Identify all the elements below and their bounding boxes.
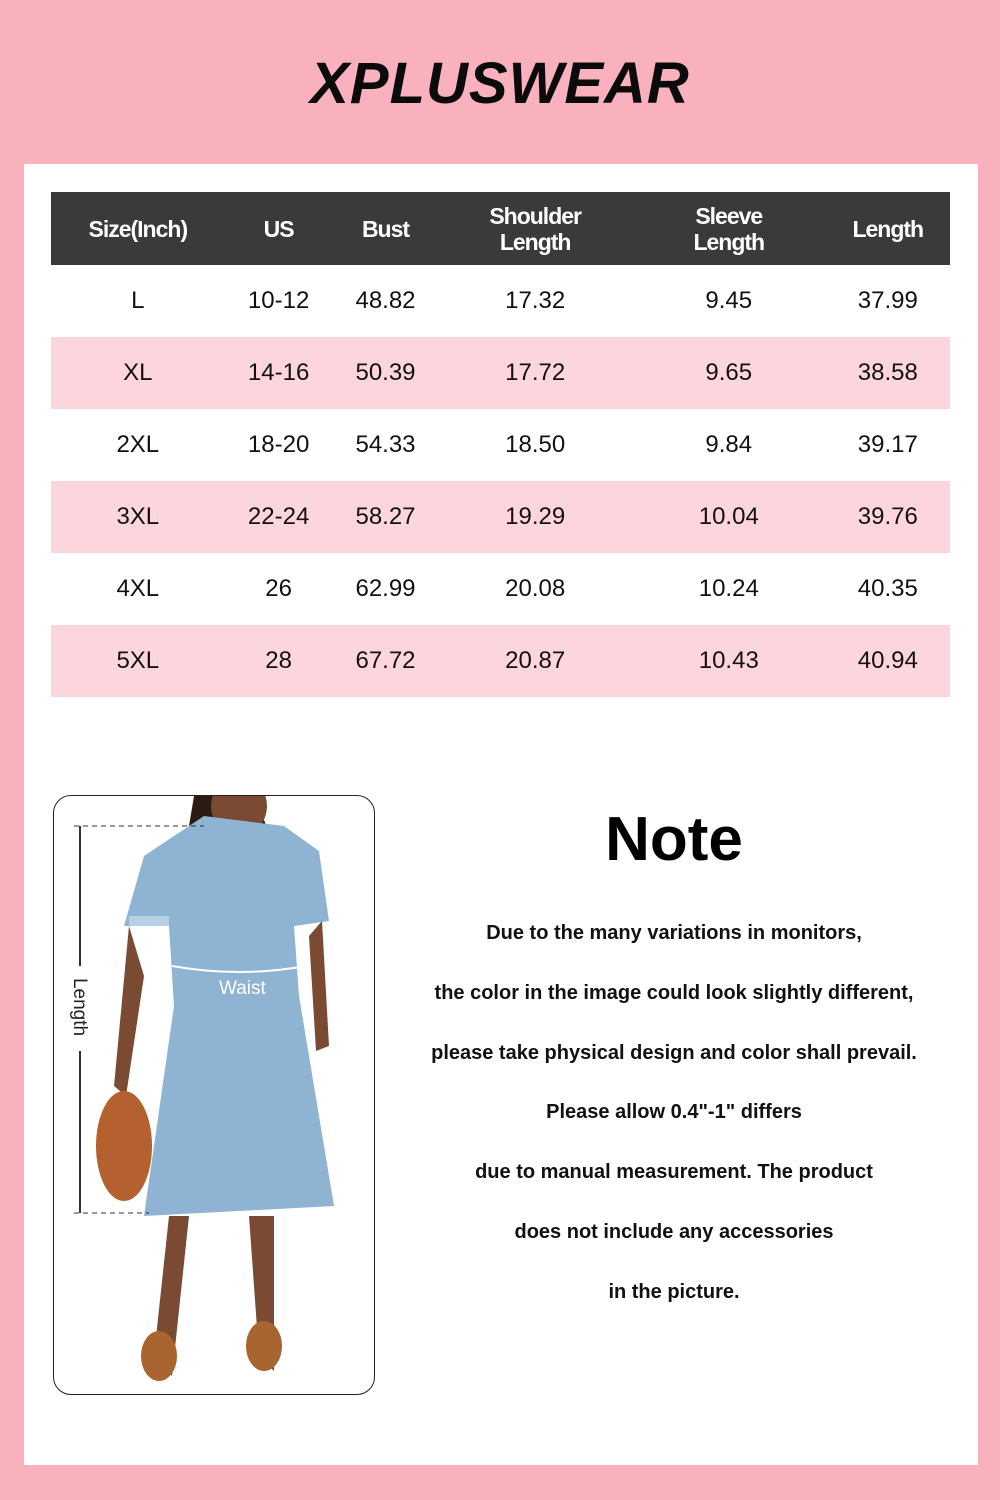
waist-label: Waist bbox=[219, 978, 266, 999]
table-cell: 17.32 bbox=[505, 287, 566, 314]
table-cell: 9.65 bbox=[632, 337, 826, 409]
table-row bbox=[51, 553, 950, 625]
note-line: Due to the many variations in monitors, bbox=[486, 922, 862, 944]
table-cell: 28 bbox=[225, 625, 333, 697]
table-cell: 17.72 bbox=[438, 337, 632, 409]
note-line: the color in the image could look slightly different, bbox=[434, 981, 914, 1004]
note-line: please take physical design and color shall prevail. bbox=[431, 1041, 917, 1064]
table-cell: 38.58 bbox=[826, 337, 950, 409]
brand-logo: XPLUSWEAR bbox=[310, 51, 690, 116]
table-cell: 37.99 bbox=[857, 287, 918, 314]
header-text: Sleeve Length bbox=[693, 202, 765, 255]
column-header bbox=[632, 192, 826, 265]
note-line: due to manual measurement. The product bbox=[475, 1161, 873, 1184]
table-cell: 22-24 bbox=[225, 481, 333, 553]
table-cell: 10-12 bbox=[247, 287, 310, 314]
table-cell: 18-20 bbox=[247, 431, 310, 458]
table-cell: 3XL bbox=[51, 481, 225, 553]
column-header: Bust bbox=[333, 192, 439, 265]
table-cell: 58.27 bbox=[333, 481, 439, 553]
table-cell: 18.50 bbox=[505, 431, 566, 458]
note-title: Note bbox=[605, 805, 743, 874]
column-header bbox=[438, 192, 632, 265]
size-chart-panel bbox=[24, 164, 978, 1465]
table-cell: 5XL bbox=[51, 625, 225, 697]
table-cell: 10.24 bbox=[698, 575, 759, 602]
note-line: Please allow 0.4"-1" differs bbox=[546, 1101, 802, 1124]
table-cell: 39.17 bbox=[857, 431, 918, 458]
table-cell: 14-16 bbox=[225, 337, 333, 409]
table-row bbox=[51, 625, 950, 697]
table-cell: 19.29 bbox=[438, 481, 632, 553]
column-header: Size(Inch) bbox=[51, 192, 225, 265]
table-cell: 67.72 bbox=[333, 625, 439, 697]
table-cell: 10.04 bbox=[632, 481, 826, 553]
column-header: US bbox=[225, 192, 333, 265]
table-cell: 40.94 bbox=[826, 625, 950, 697]
table-cell: 4XL bbox=[116, 575, 160, 602]
table-cell: 54.33 bbox=[355, 431, 416, 458]
table-cell: 10.43 bbox=[632, 625, 826, 697]
table-cell: XL bbox=[51, 337, 225, 409]
table-cell: 50.39 bbox=[333, 337, 439, 409]
header-text: Shoulder Length bbox=[489, 202, 581, 255]
table-cell: 39.76 bbox=[826, 481, 950, 553]
table-cell: 62.99 bbox=[355, 575, 416, 602]
size-table bbox=[51, 192, 950, 697]
table-cell: 20.08 bbox=[505, 575, 566, 602]
table-cell: 2XL bbox=[116, 431, 160, 458]
note-line: in the picture. bbox=[608, 1280, 740, 1303]
table-cell: 20.87 bbox=[438, 625, 632, 697]
table-row bbox=[51, 265, 950, 337]
table-cell: L bbox=[131, 287, 145, 314]
table-cell: 26 bbox=[265, 575, 292, 602]
table-cell: 48.82 bbox=[355, 287, 416, 314]
table-row bbox=[51, 481, 950, 553]
table-cell: 9.45 bbox=[705, 287, 753, 314]
column-header: Length bbox=[826, 192, 950, 265]
model-photo bbox=[53, 795, 375, 1395]
table-row bbox=[51, 409, 950, 481]
length-label: Length bbox=[69, 977, 91, 1037]
table-row bbox=[51, 337, 950, 409]
table-cell: 9.84 bbox=[705, 431, 753, 458]
note-line: does not include any accessories bbox=[514, 1221, 834, 1243]
table-cell: 40.35 bbox=[857, 575, 918, 602]
